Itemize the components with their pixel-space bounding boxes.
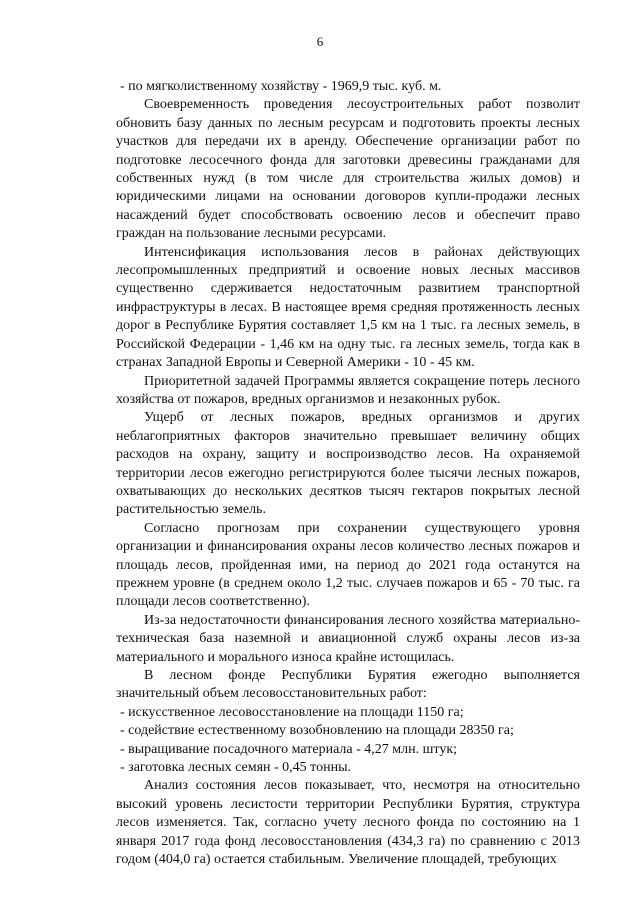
paragraph-analysis: Анализ состояния лесов показывает, что, несмотря на относительно высокий уровень лесистости территории Республики Бурятия, структура лесов изменяется. Так, согласно учету лесного фонда по состоянию на 1 января 2017 года фонд лесовосстановления (434,3 га) по сравнению с 2013 годом (404,0 га) остается стабильным. Увеличение площадей, требующих (116, 778, 580, 868)
paragraph-forest-inventory: Своевременность проведения лесоустроительных работ позволит обновить базу данных по лесным ресурсам и подготовить проекты лесных участков для передачи их в аренду. Обеспечение организации работ по подготовке лесосечного фонда для заготовки древесины гражданами для собственных нужд (в том числе для строительства жилых домов) и юридическими лицами на основании договоров купли-продажи лесных насаждений будет способствовать освоению лесов и обеспечит право граждан на пользование лесными ресурсами. (116, 97, 580, 242)
list-item: - искусственное лесовосстановление на площади 1150 га; (120, 704, 464, 720)
paragraph-infrastructure: Интенсификация использования лесов в районах действующих лесопромышленных предприятий и освоение новых лесных массивов существенно сдерживается недостаточным развитием транспортной инфраструктуры в лесах. В настоящее время средняя протяженность лесных дорог в Республике Бурятия составляет 1,5 км на 1 тыс. га лесных земель, в Российской Федерации - 1,46 км на одну тыс. га лесных земель, тогда как в странах Западной Европы и Северной Америки - 10 - 45 км. (116, 244, 580, 371)
paragraph-priority-task: Приоритетной задачей Программы является сокращение потерь лесного хозяйства от пожаров, вредных организмов и незаконных рубок. (116, 373, 580, 407)
list-item: - заготовка лесных семян - 0,45 тонны. (120, 760, 351, 776)
paragraph-reforestation-intro: В лесном фонде Республики Бурятия ежегодно выполняется значительный объем лесовосстановительных работ: (116, 668, 580, 702)
list-item: - содействие естественному возобновлению на площади 28350 га; (120, 723, 514, 739)
paragraph-forecast: Согласно прогнозам при сохранении существующего уровня организации и финансирования охраны лесов количество лесных пожаров и площадь лесов, пройденная ими, на период до 2021 года останутся на прежнем уровне (в среднем около 1,2 тыс. случаев пожаров и 65 - 70 тыс. га площади лесов соответственно). (116, 520, 580, 610)
paragraph-funding: Из-за недостаточности финансирования лесного хозяйства материально-техническая база наземной и авиационной служб охраны лесов из-за материального и морального износа крайне истощилась. (116, 612, 580, 665)
page-number: 6 (316, 34, 324, 49)
list-item: - выращивание посадочного материала - 4,27 млн. штук; (120, 741, 458, 757)
paragraph-damage: Ущерб от лесных пожаров, вредных организмов и других неблагоприятных факторов значительно превышает величину общих расходов на охрану, защиту и воспроизводство лесов. На охраняемой территории лесов ежегодно регистрируются более тысячи лесных пожаров, охватывающих до нескольких десятков тысяч гектаров покрытых лесной растительностью земель. (116, 410, 580, 518)
paragraph-softwood-volume: - по мягколиственному хозяйству - 1969,9 тыс. куб. м. (120, 79, 442, 94)
document-body (116, 78, 580, 869)
